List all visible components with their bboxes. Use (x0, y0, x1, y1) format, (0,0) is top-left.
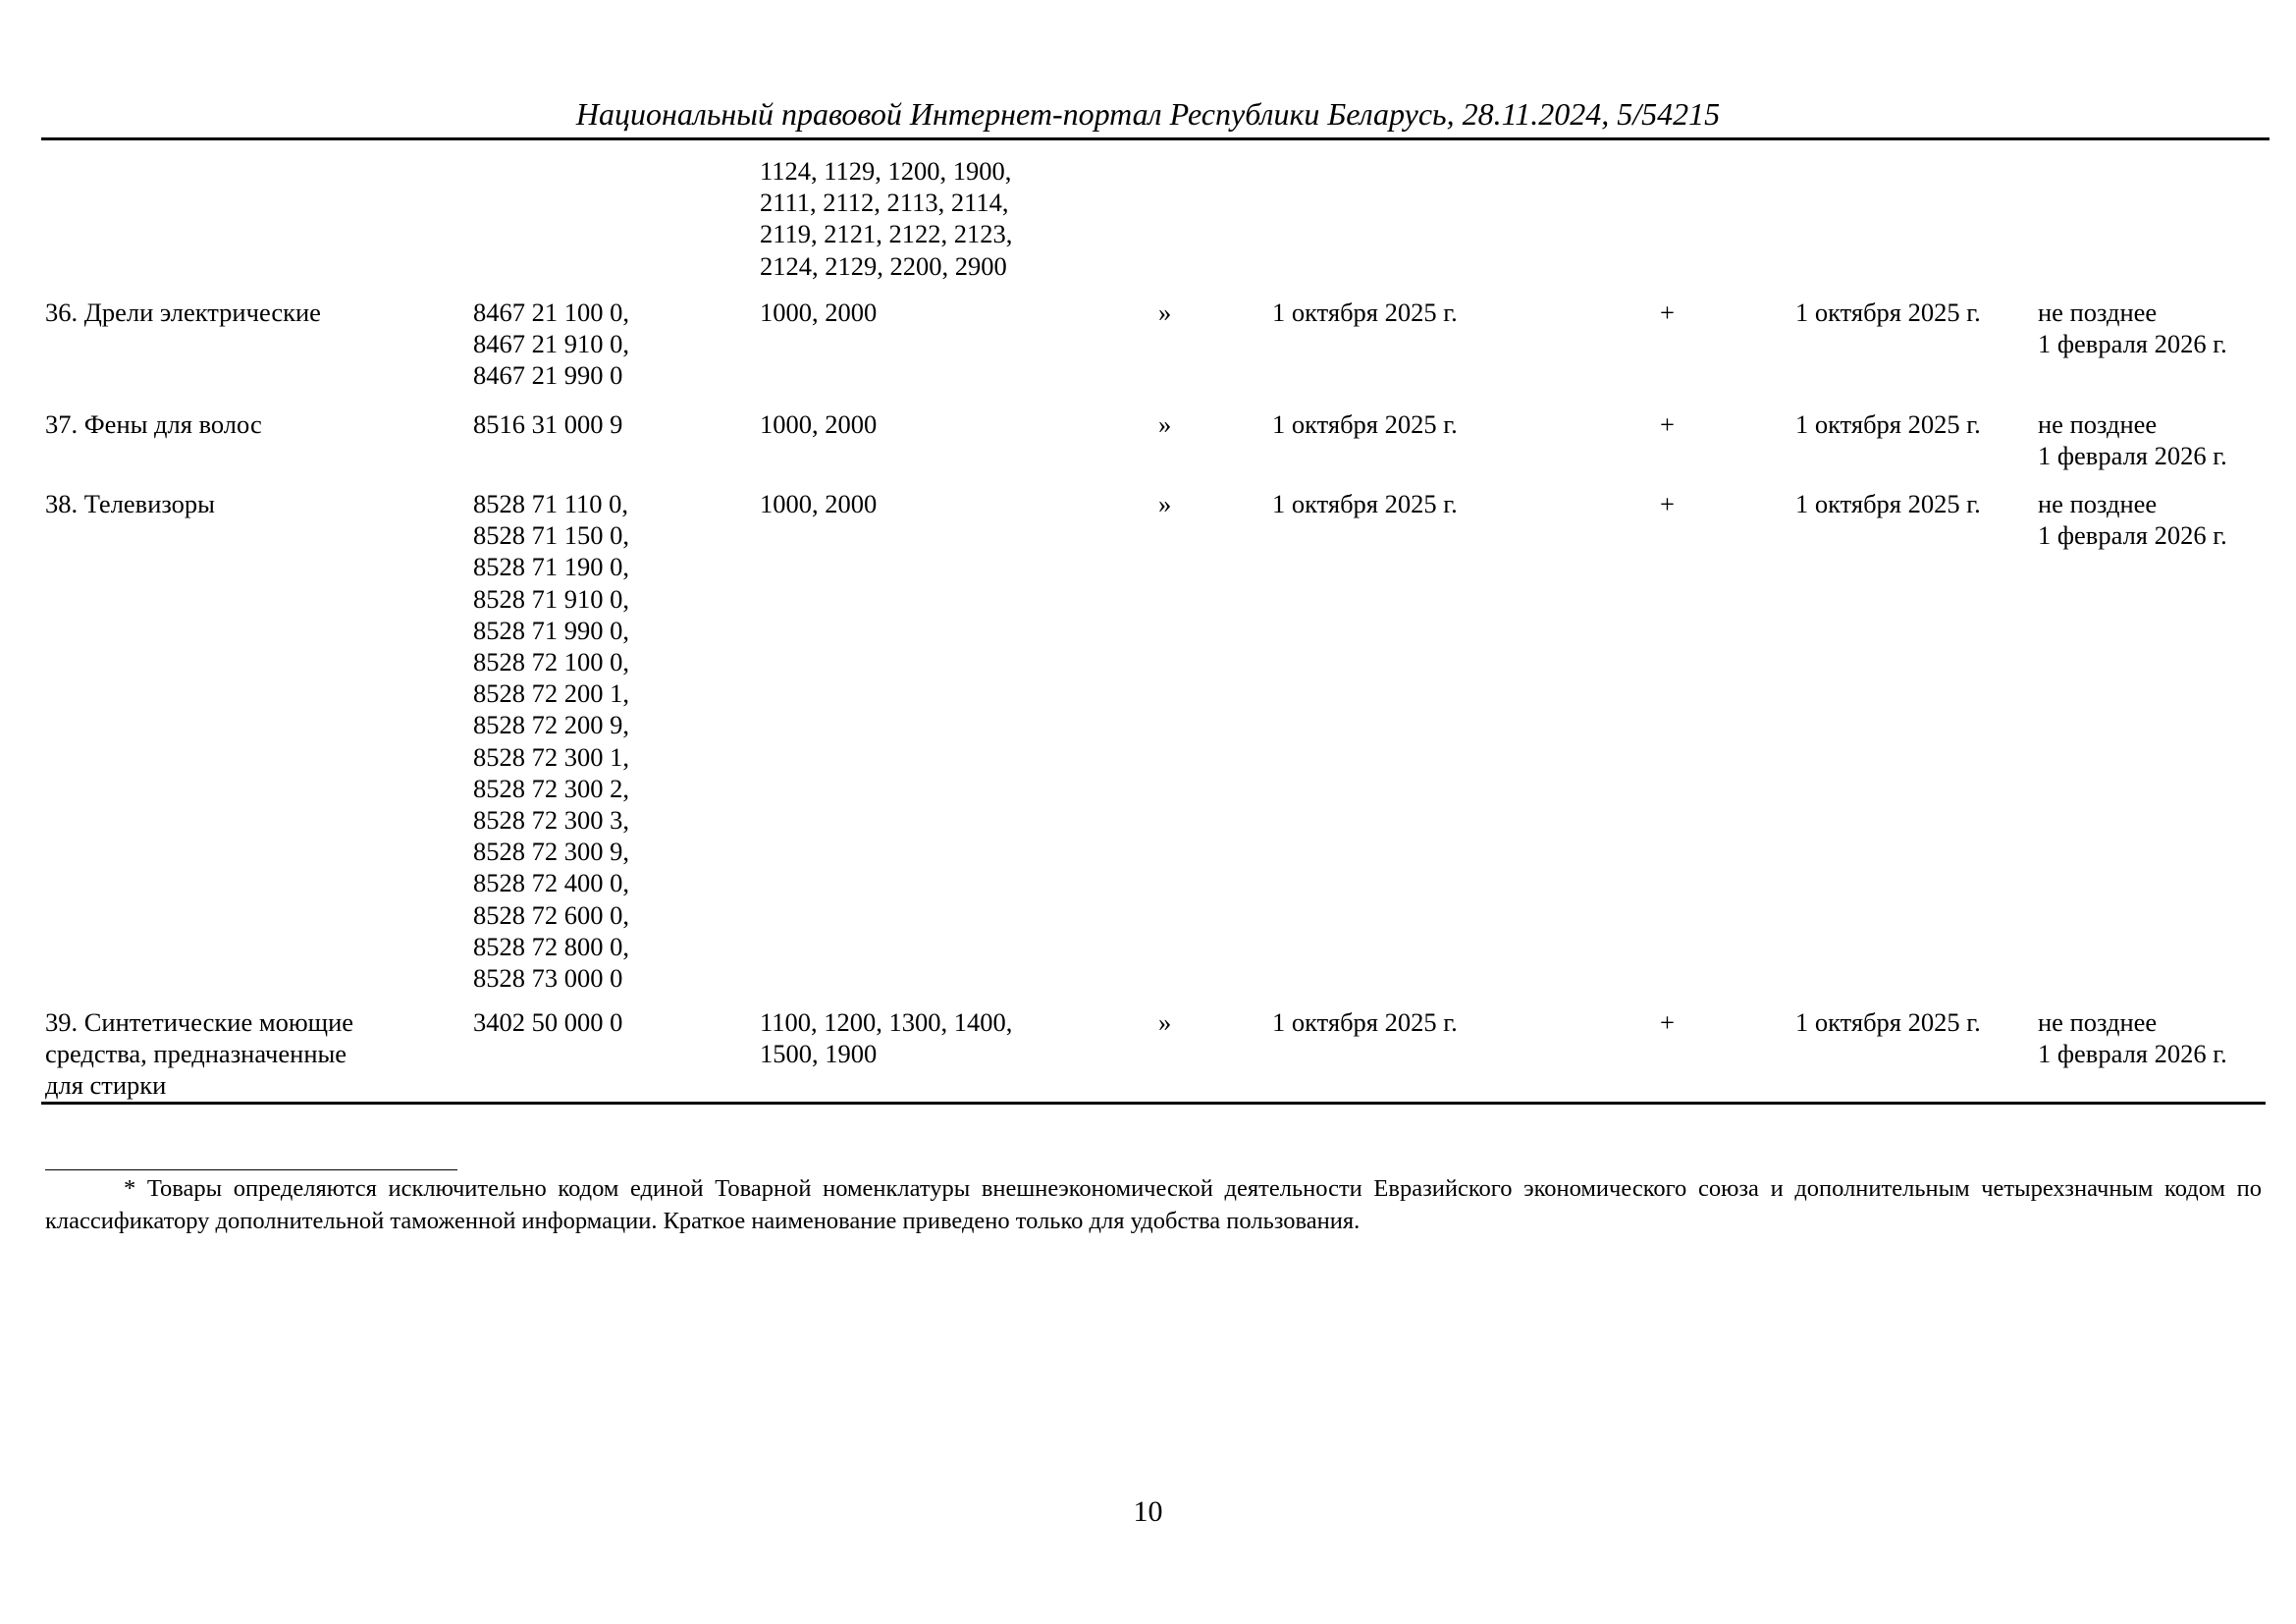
deadline-cell: не позднее 1 февраля 2026 г. (2038, 298, 2227, 359)
second-date-cell: 1 октября 2025 г. (1795, 489, 1981, 518)
second-date-cell: 1 октября 2025 г. (1795, 298, 1981, 327)
table-bottom-border (41, 1102, 2266, 1105)
footnote-separator (45, 1169, 457, 1170)
product-name-cell: 36. Дрели электрические (45, 298, 321, 327)
additional-code-cell: 1000, 2000 (760, 409, 878, 439)
plus-mark: + (1660, 489, 1675, 518)
ditto-mark: » (1158, 298, 1172, 327)
start-date-cell: 1 октября 2025 г. (1272, 298, 1458, 327)
additional-code-cell: 1000, 2000 (760, 298, 878, 327)
second-date-cell: 1 октября 2025 г. (1795, 1007, 1981, 1037)
plus-mark: + (1660, 298, 1675, 327)
additional-code-cell: 1000, 2000 (760, 489, 878, 518)
additional-code-cell: 1100, 1200, 1300, 1400, 1500, 1900 (760, 1007, 1013, 1069)
page-number: 10 (1133, 1495, 1163, 1528)
ditto-mark: » (1158, 409, 1172, 439)
ditto-mark: » (1158, 1007, 1172, 1037)
page-header: Национальный правовой Интернет-портал Республики Беларусь, 28.11.2024, 5/54215 (575, 96, 1721, 132)
plus-mark: + (1660, 1007, 1675, 1037)
tn-ved-code-cell: 8467 21 100 0, 8467 21 910 0, 8467 21 990 0 (473, 298, 629, 391)
continued-codes-cell: 1124, 1129, 1200, 1900, 2111, 2112, 2113, 2114, 2119, 2121, 2122, 2123, 2124, 2129, 2200, 2900 (760, 156, 1013, 281)
plus-mark: + (1660, 409, 1675, 439)
tn-ved-code-cell: 3402 50 000 0 (473, 1007, 623, 1037)
start-date-cell: 1 октября 2025 г. (1272, 1007, 1458, 1037)
deadline-cell: не позднее 1 февраля 2026 г. (2038, 409, 2227, 471)
deadline-cell: не позднее 1 февраля 2026 г. (2038, 1007, 2227, 1069)
deadline-cell: не позднее 1 февраля 2026 г. (2038, 489, 2227, 551)
product-name-cell: 37. Фены для волос (45, 409, 262, 439)
header-divider (41, 137, 2269, 140)
second-date-cell: 1 октября 2025 г. (1795, 409, 1981, 439)
tn-ved-code-cell: 8516 31 000 9 (473, 409, 623, 439)
start-date-cell: 1 октября 2025 г. (1272, 409, 1458, 439)
start-date-cell: 1 октября 2025 г. (1272, 489, 1458, 518)
ditto-mark: » (1158, 489, 1172, 518)
product-name-cell: 39. Синтетические моющие средства, предназначенные для стирки (45, 1007, 354, 1101)
product-name-cell: 38. Телевизоры (45, 489, 215, 518)
footnote-text: * Товары определяются исключительно кодом единой Товарной номенклатуры внешнеэкономической деятельности Евразийского экономического союза и дополнительным четырехзначным кодом по классификатору дополнительной таможенной информации. Краткое наименование приведено только для удобства пользования. (45, 1175, 2262, 1234)
tn-ved-code-cell: 8528 71 110 0, 8528 71 150 0, 8528 71 190 0, 8528 71 910 0, 8528 71 990 0, 8528 72 100 0, 8528 72 200 1, 8528 72 200 9, 8528 72 300 1, 8528 72 300 2, 8528 72 300 3, 8528 72 300 9, 8528 72 400 0, 8528 72 600 0, 8528 72 800 0, 8528 73 000 0 (473, 489, 629, 994)
